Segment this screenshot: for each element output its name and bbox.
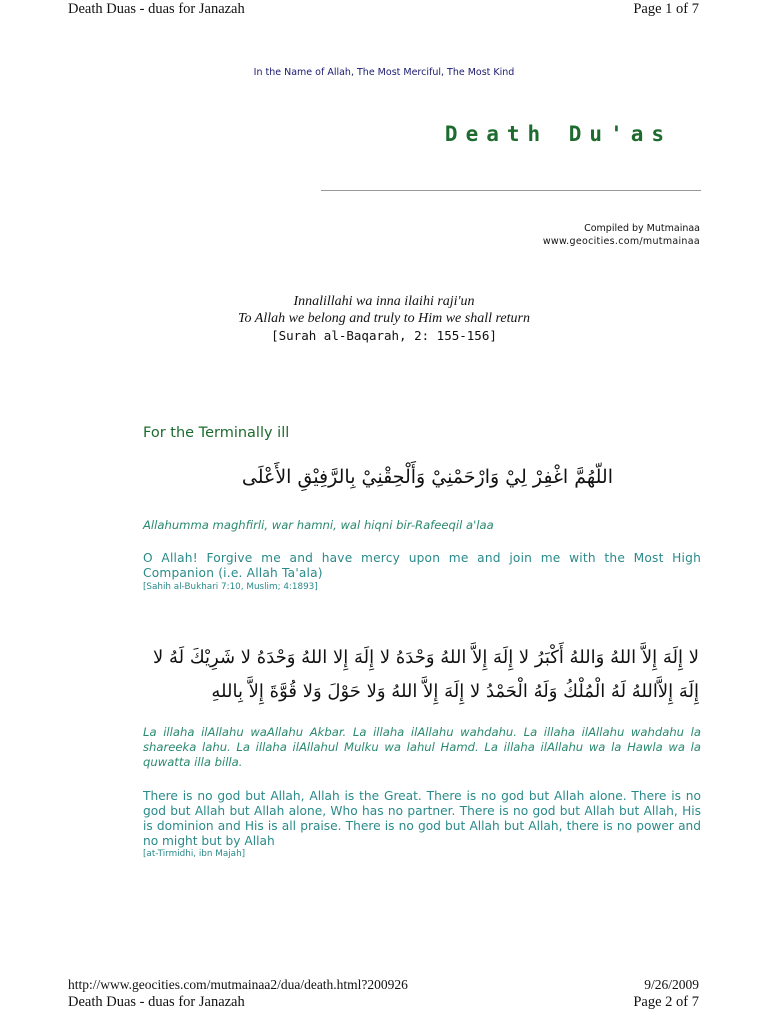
print-footer-date: 9/26/2009: [644, 977, 699, 992]
dua2-transliteration: La illaha ilAllahu waAllahu Akbar. La illaha ilAllahu wahdahu. La illaha ilAllahu wahdahu la shareeka lahu. La illaha ilAllahul Mulku wa lahul Hamd. La illaha ilAllahu wa la Hawla wa la quwatta illa billa.: [143, 725, 701, 769]
print-footer-url: http://www.geocities.com/mutmainaa2/dua/death.html?200926: [68, 977, 408, 992]
dua1-transliteration: Allahumma maghfirli, war hamni, wal hiqni bir-Rafeeqil a'laa: [143, 518, 494, 532]
compiled-by-text: Compiled by Mutmainaa: [584, 223, 700, 234]
section-heading: For the Terminally ill: [143, 425, 290, 441]
dua2-arabic: لا إِلَهَ إِلاَّ اللهُ وَاللهُ أَكْبَرُ لا إِلَهَ إِلاَّ اللهُ وَحْدَهُ لا إِلَهَ إِلا اللهُ وَحْدَهُ لا شَرِيْكَ لَهُ لا إِلَهَ إِلاَّاللهُ لَهُ الْمُلْكُ وَلَهُ الْحَمْدُ لا إِلَهَ إِلاَّ اللهُ وَلا حَوْلَ وَلا قُوَّةَ إِلاَّ بِاللهِ: [153, 647, 699, 702]
basmala-line: In the Name of Allah, The Most Merciful, The Most Kind: [253, 67, 515, 78]
next-page-header-title: Death Duas - duas for Janazah: [68, 994, 245, 1010]
page-title: Death Du'as: [444, 122, 672, 146]
quote-transliteration: Innalillahi wa inna ilaihi raji'un: [293, 294, 475, 309]
dua2-citation: [at-Tirmidhi, ibn Majah]: [143, 849, 246, 859]
compiler-site-link[interactable]: www.geocities.com/mutmainaa: [542, 236, 700, 247]
dua2-meaning: There is no god but Allah, Allah is the Great. There is no god but Allah alone. There is no god but Allah but Allah alone, Who has no partner. There is no god but Allah but Allah, His is dominion and His is all praise. There is no god but Allah but Allah, there is no power and no might but by Allah: [143, 789, 701, 848]
print-header-title: Death Duas - duas for Janazah: [68, 1, 245, 17]
print-header-page-number: Page 1 of 7: [633, 1, 699, 17]
quote-translation: To Allah we belong and truly to Him we shall return: [238, 311, 530, 326]
quote-reference: [Surah al-Baqarah, 2: 155-156]: [271, 328, 497, 343]
dua1-citation: [Sahih al-Bukhari 7:10, Muslim; 4:1893]: [143, 582, 318, 592]
compiled-by-block: [543, 222, 700, 248]
dua1-arabic: اللّهُمَّ اغْفِرْ لِيْ وَارْحَمْنِيْ وَأَلْحِقْنِيْ بِالرَّفِيْقِ الأَعْلَى: [241, 466, 613, 488]
next-page-header-page-number: Page 2 of 7: [633, 994, 699, 1010]
title-divider: [321, 190, 701, 191]
quran-quote: [0, 293, 768, 344]
dua1-meaning: O Allah! Forgive me and have mercy upon me and join me with the Most High Companion (i.e. Allah Ta'ala): [143, 551, 701, 580]
